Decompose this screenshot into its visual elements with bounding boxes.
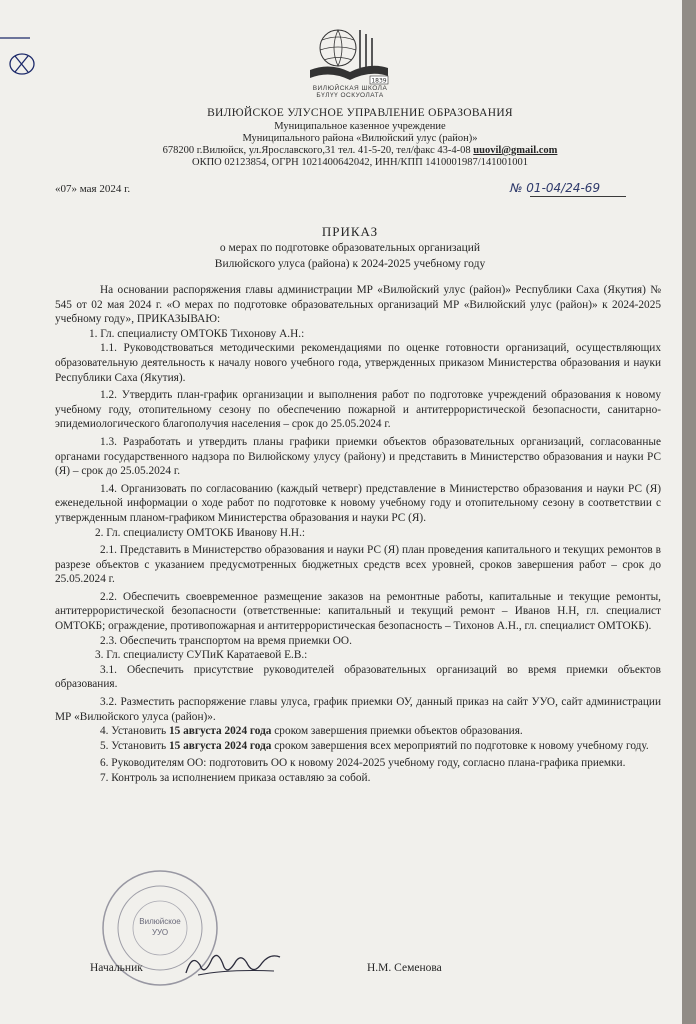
order-subject-line1: о мерах по подготовке образовательных организаций: [219, 242, 481, 254]
org-name: ВИЛЮЙСКОЕ УЛУСНОЕ УПРАВЛЕНИЕ ОБРАЗОВАНИЯ: [207, 107, 513, 119]
item-5-suffix: сроком завершения всех мероприятий по подготовке к новому учебному году.: [271, 739, 649, 752]
item-1-3: 1.3. Разработать и утвердить планы графики приемки объектов образовательных организаций, согласованные органами государственного надзора по Вилюйскому улусу (району) и представить в Министерство образования и науки РС (Я) – срок до 25.05.2024 г.: [55, 435, 661, 478]
logo-caption-line2: БҮЛҮҮ ОСКУОЛАТА: [316, 92, 384, 99]
logo-year: 1839: [371, 77, 387, 85]
item-3-2: 3.2. Разместить распоряжение главы улуса, график приемки ОУ, данный приказ на сайт УУО, сайт администрации МР «Вилюйского улуса (район)».: [55, 696, 661, 723]
item-2-3: 2.3. Обеспечить транспортом на время приемки ОО.: [100, 634, 352, 647]
org-type: Муниципальное казенное учреждение: [274, 121, 446, 132]
item-1: 1. Гл. специалисту ОМТОКБ Тихонову А.Н.:: [89, 327, 305, 340]
background-edge: [682, 0, 696, 1024]
item-6: 6. Руководителям ОО: подготовить ОО к новому 2024-2025 учебному году, согласно плана-графика приемки.: [100, 757, 626, 770]
org-municipal: Муниципального района «Вилюйский улус (район)»: [242, 133, 478, 144]
item-1-2: 1.2. Утвердить план-график организации и выполнения работ по подготовке учреждений образования к новому учебному году, отопительному сезону по обеспечению пожарной и антитеррористической безопасности, санитарно-эпидемиологического благополучия населения – срок до 25.05.2024 г.: [55, 389, 661, 431]
signatory-title: Начальник: [90, 962, 143, 974]
item-2: 2. Гл. специалисту ОМТОКБ Иванову Н.Н.:: [95, 526, 306, 539]
item-3: 3. Гл. специалисту СУПиК Каратаевой Е.В.:: [95, 649, 308, 662]
item-4-suffix: сроком завершения приемки объектов образования.: [271, 725, 523, 738]
item-4-date: 15 августа 2024 года: [169, 725, 272, 738]
item-2-2: 2.2. Обеспечить своевременное размещение заказов на ремонтные работы, капитальные и текущие ремонты, антитеррористической безопасности (ответственные: капитальный и текущий ремонт – Иванов Н.Н, гл. специалист ОМТОКБ; ограждение, противопожарная и антитеррористическая безопасность – Тихонов А.Н., гл. специалист ОМТОКБ).: [55, 590, 661, 633]
item-3-1: 3.1. Обеспечить присутствие руководителей образовательных организаций во время приемки объектов образования.: [55, 663, 661, 691]
logo-caption-line1: ВИЛЮЙСКАЯ ШКОЛА: [312, 85, 388, 92]
handwritten-x-mark: [0, 16, 40, 76]
org-email: uuovil@gmail.com: [473, 145, 558, 156]
item-5: [55, 739, 661, 754]
org-address-line: [80, 145, 640, 157]
item-7: 7. Контроль за исполнением приказа оставляю за собой.: [100, 772, 371, 784]
item-1-4: 1.4. Организовать по согласованию (каждый четверг) представление в Министерство образования и науки РС (Я) еженедельной информации о ходе работ по подготовке к новому учебному году и отопительному сезону в соответствии с утвержденным планом-графиком Министерства образования и науки РС (Я).: [55, 482, 661, 524]
seal-text-line2: УУО: [151, 928, 169, 937]
order-body: [55, 283, 661, 786]
seal-text-line1: Вилюйское: [139, 917, 181, 926]
order-number-underline: [530, 196, 626, 197]
signatory-name: Н.М. Семенова: [367, 962, 442, 974]
order-title: ПРИКАЗ: [321, 224, 379, 239]
item-2-1: 2.1. Представить в Министерство образования и науки РС (Я) план проведения капитального и текущих ремонтов в разрезе объектов с указанием предусмотренных бюджетных средств всех уровней, сроков завершения работ – срок до 25.05.2024 г.: [55, 544, 661, 586]
order-subject-line2: Вилюйского улуса (района) к 2024-2025 учебному году: [214, 258, 486, 270]
order-number: № 01-04/24-69: [510, 181, 601, 195]
handwritten-signature-icon: [178, 945, 288, 985]
org-address: 678200 г.Вилюйск, ул.Ярославского,31 тел. 41-5-20, тел/факс 43-4-08: [162, 145, 471, 156]
order-intro: На основании распоряжения главы администрации МР «Вилюйский улус (район)» Республики Саха (Якутия) № 545 от 02 мая 2024 г. «О мерах по подготовке образовательных организаций МР «Вилюйский улус (район)» к 2024-2025 учебному году», ПРИКАЗЫВАЮ:: [55, 284, 661, 326]
org-codes: ОКПО 02123854, ОГРН 1021400642042, ИНН/КПП 1410001987/141001001: [192, 157, 528, 168]
logo-caption: [280, 85, 420, 99]
order-date: «07» мая 2024 г.: [55, 183, 131, 195]
item-1-1: 1.1. Руководствоваться методическими рекомендациями по оценке готовности организаций, осуществляющих образовательную деятельность к началу нового учебного года, утвержденных приказом Министерства образования и науки Республики Саха (Якутия).: [55, 342, 661, 384]
item-4: [55, 724, 661, 739]
item-4-prefix: 4. Установить: [100, 725, 170, 738]
item-5-date: 15 августа 2024 года: [169, 739, 272, 752]
item-5-prefix: 5. Установить: [100, 739, 170, 752]
